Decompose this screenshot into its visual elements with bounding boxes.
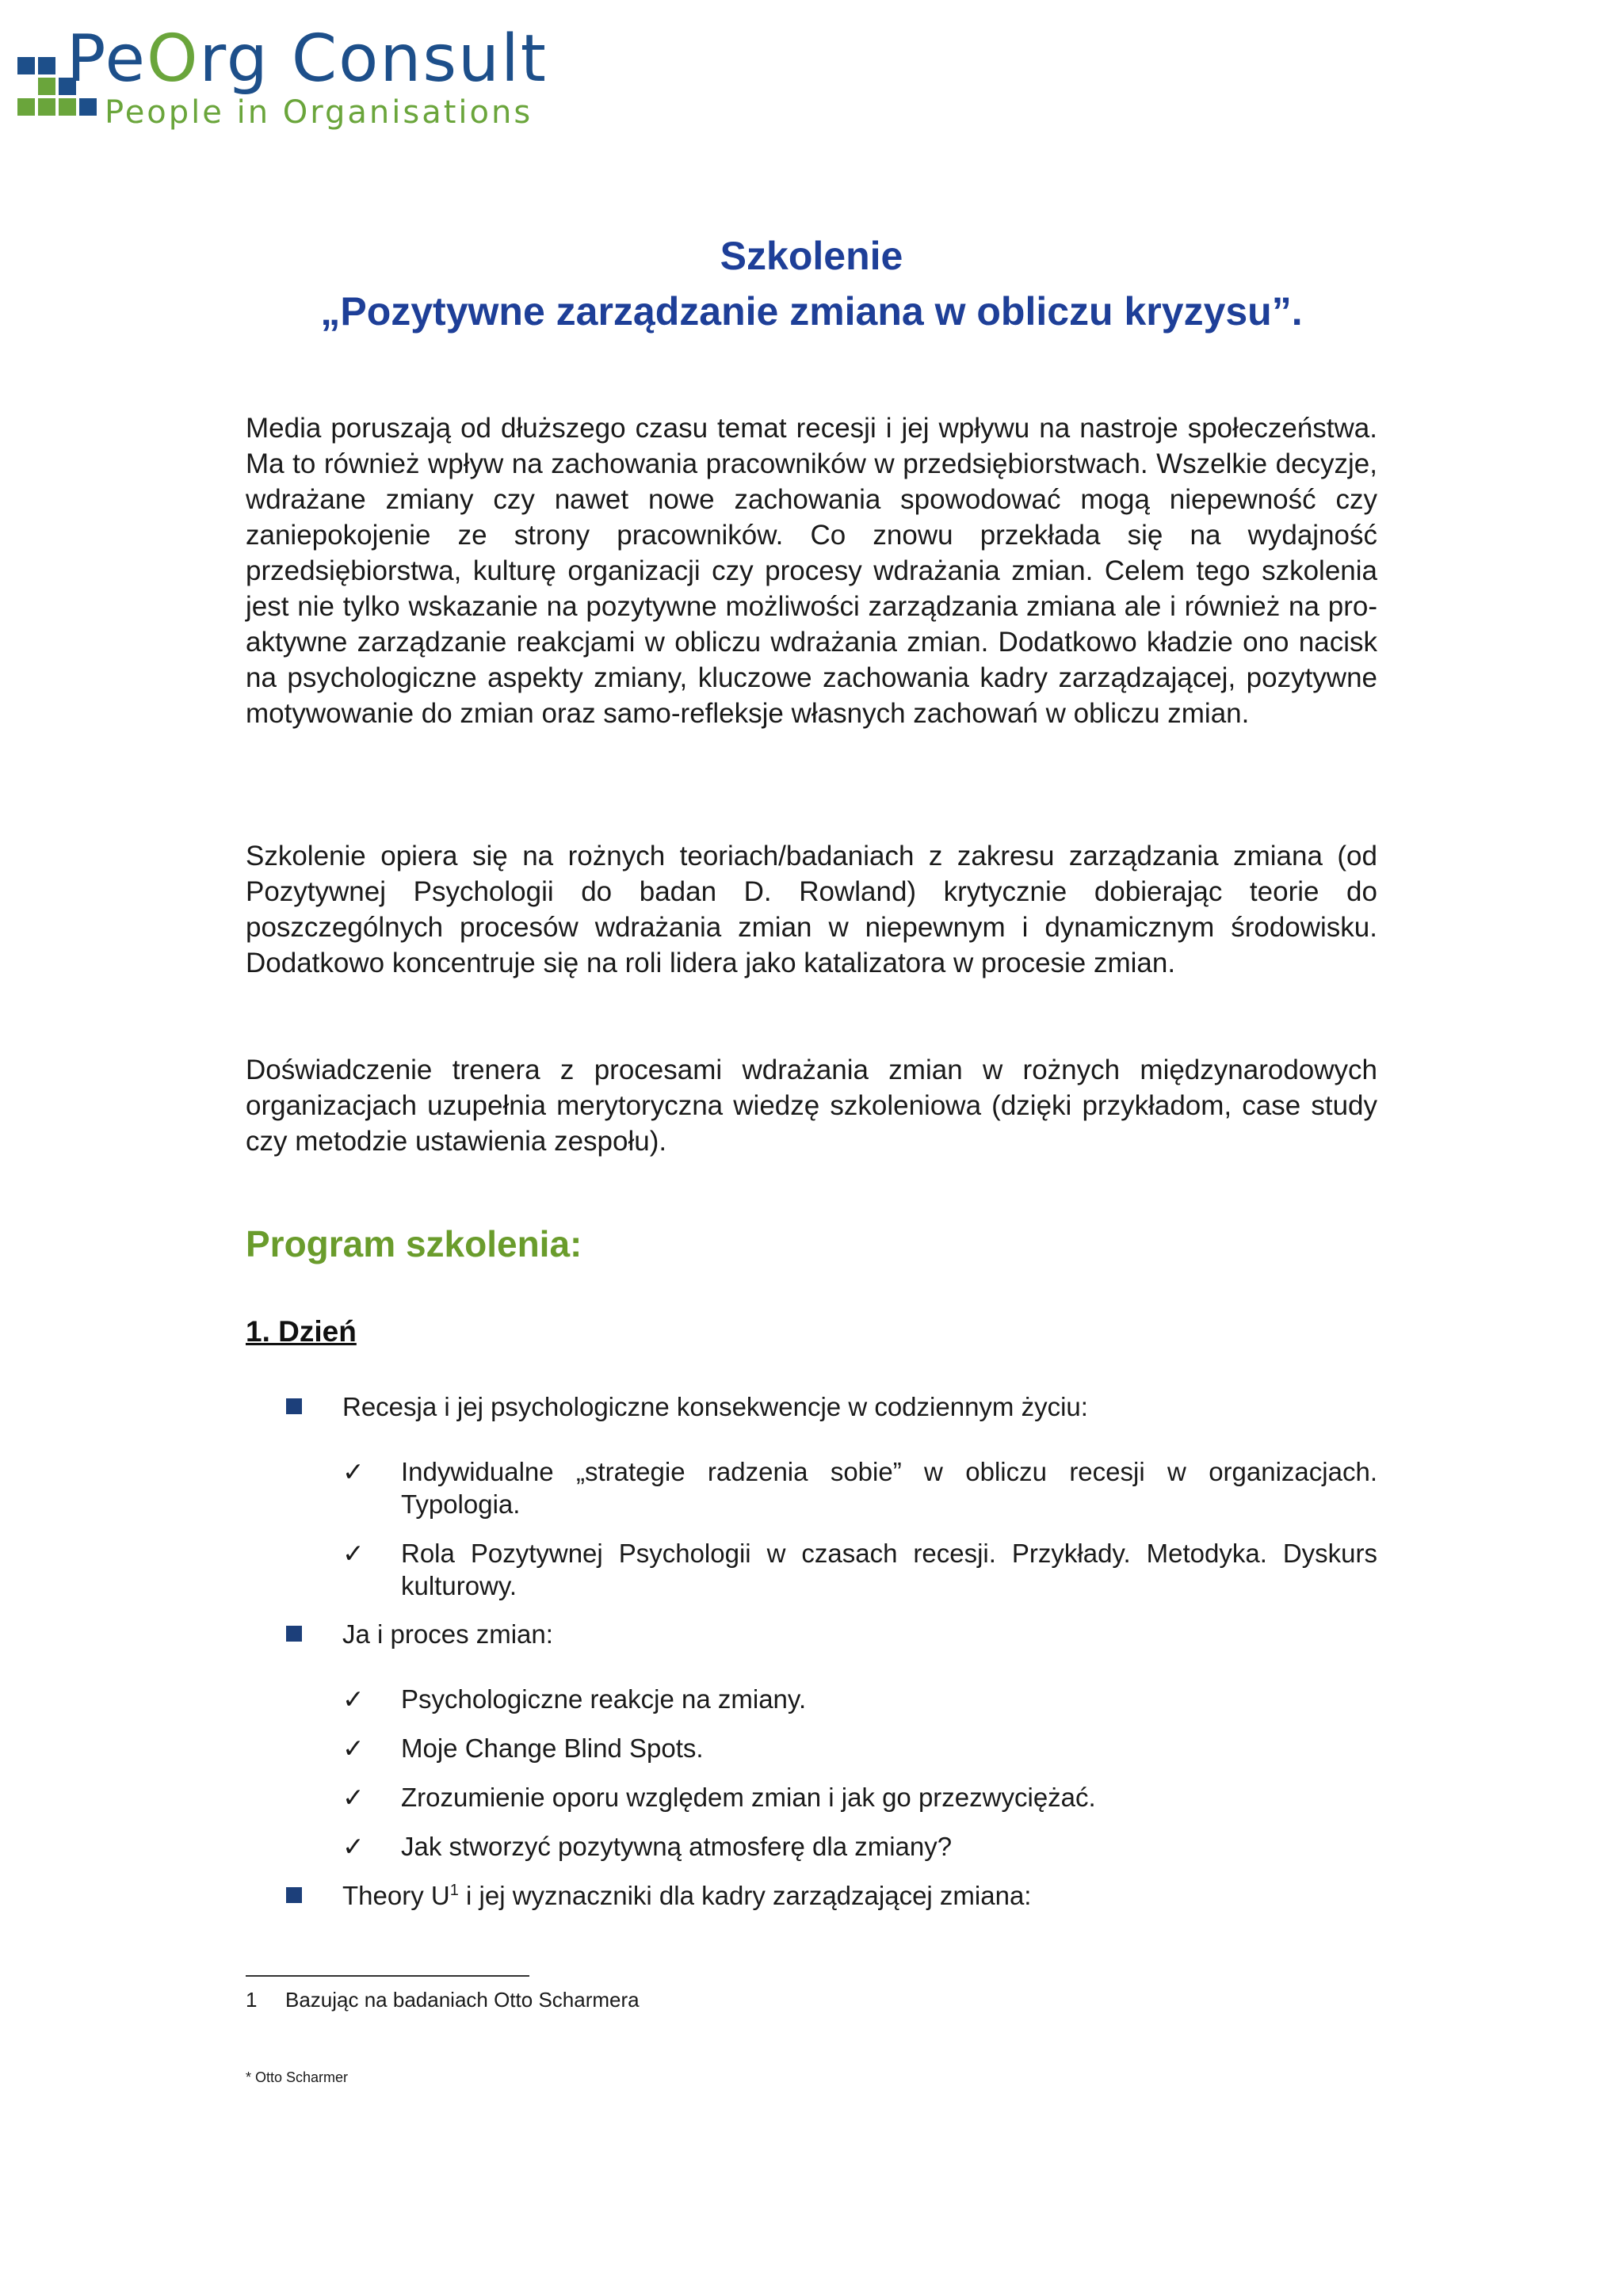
checkmark-icon: ✓ <box>342 1538 365 1569</box>
bullet-item: Recesja i jej psychologiczne konsekwencje w codziennym życiu: <box>342 1392 1088 1421</box>
bullet-item: Ja i proces zmian: <box>342 1619 553 1649</box>
checkmark-icon: ✓ <box>342 1831 365 1862</box>
small-note: * Otto Scharmer <box>246 2069 349 2085</box>
program-heading: Program szkolenia: <box>246 1223 582 1264</box>
theory-paragraph: Szkolenie opiera się na rożnych teoriach/badaniach z zakresu zarządzania zmiana (od Pozytywnej Psychologii do badan D. Rowland) krytycznie dobierając teorie do poszczególnych procesów wdrażania zmian w niepewnym i dynamicznym środowisku. Dodatkowo koncentruje się na roli lidera jako katalizatora w procesie zmian. <box>246 841 1377 978</box>
check-item: Jak stworzyć pozytywną atmosferę dla zmiany? <box>401 1832 953 1861</box>
footnote-number: 1 <box>246 1988 258 2012</box>
document-title-line1: Szkolenie <box>720 234 903 278</box>
trainer-paragraph: Doświadczenie trenera z procesami wdrażania zmian w rożnych międzynarodowych organizacjach uzupełnia merytoryczna wiedzę szkoleniowa (dzięki przykładom, case study czy metodzie ustawienia zespołu). <box>246 1055 1377 1157</box>
checkmark-icon: ✓ <box>342 1733 365 1764</box>
square-bullet-icon <box>286 1626 302 1642</box>
company-logo <box>17 16 556 131</box>
logo-subtitle: People in Organisations <box>105 94 533 131</box>
footnote-text: Bazując na badaniach Otto Scharmera <box>285 1988 640 2012</box>
check-item: Indywidualne „strategie radzenia sobie” w obliczu recesji w organizacjach. Typologia. <box>401 1457 1377 1519</box>
checkmark-icon: ✓ <box>342 1782 365 1813</box>
square-bullet-icon <box>286 1887 302 1903</box>
check-item: Zrozumienie oporu względem zmian i jak go przezwyciężać. <box>401 1783 1096 1812</box>
check-item: Rola Pozytywnej Psychologii w czasach recesji. Przykłady. Metodyka. Dyskurs kulturowy. <box>401 1539 1377 1600</box>
square-bullet-icon <box>286 1398 302 1414</box>
document-title-line2: „Pozytywne zarządzanie zmiana w obliczu kryzysu”. <box>320 289 1303 334</box>
bullet-item: Theory $U^1$ i jej wyznaczniki dla kadry zarządzającej zmiana: <box>342 1881 1032 1910</box>
footnote-reference[interactable]: 1 <box>449 1882 459 1899</box>
checkmark-icon: ✓ <box>342 1456 365 1487</box>
day-heading: 1. Dzień <box>246 1315 357 1348</box>
checkmark-icon: ✓ <box>342 1684 365 1714</box>
intro-paragraph: Media poruszają od dłuższego czasu temat recesji i jej wpływu na nastroje społeczeństwa. Ma to również wpływ na zachowania pracowników w przedsiębiorstwach. Wszelkie decyzje, wdrażane zmiany czy nawet nowe zachowania spowodować mogą niepewność czy zaniepokojenie ze strony pracowników. Co znowu przekłada się na wydajność przedsiębiorstwa, kulturę organizacji czy procesy wdrażania zmian. Celem tego szkolenia jest nie tylko wskazanie na pozytywne możliwości zarządzania zmiana ale i również na pro-aktywne zarządzanie reakcjami w obliczu wdrażania zmian. Dodatkowo kładzie ono nacisk na psychologiczne aspekty zmiany, kluczowe zachowania kadry zarządzającej, pozytywne motywowanie do zmian oraz samo-refleksje własnych zachowań w obliczu zmian. <box>246 413 1377 729</box>
check-item: Moje Change Blind Spots. <box>401 1733 704 1763</box>
logo-title: PeOrg Consult <box>67 21 548 97</box>
footnote-separator <box>246 1975 529 1977</box>
check-item: Psychologiczne reakcje na zmiany. <box>401 1684 807 1714</box>
